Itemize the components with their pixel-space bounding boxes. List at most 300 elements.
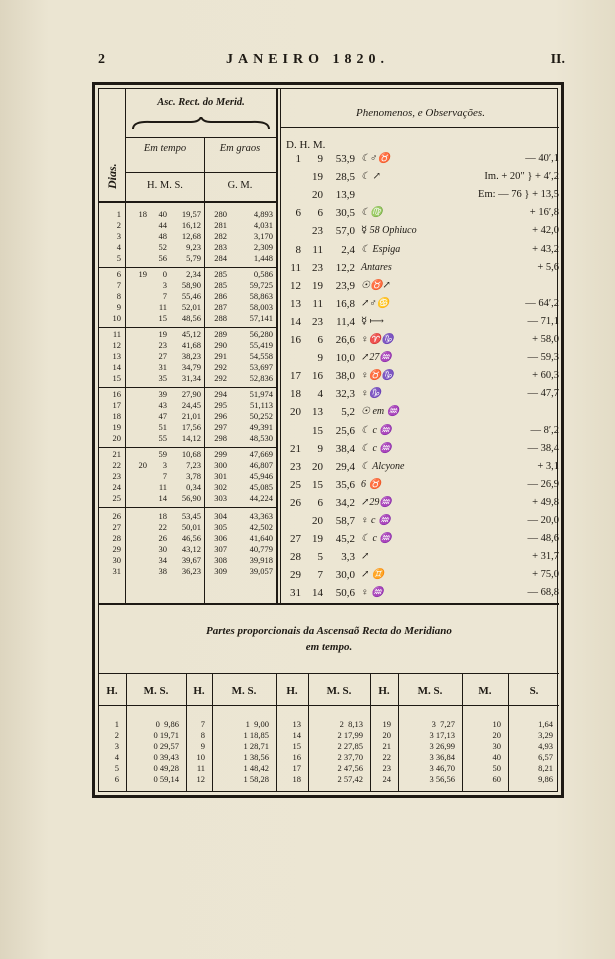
degree-minute-value: 54,558 bbox=[249, 351, 273, 361]
phen-hour: 9 bbox=[317, 352, 323, 365]
phen-day: 8 bbox=[295, 243, 301, 256]
day-number: 30 bbox=[112, 555, 121, 565]
second-value: 52,01 bbox=[181, 302, 201, 312]
phen-symbols: ↗29♒ bbox=[361, 496, 392, 508]
degree-value: 304 bbox=[214, 511, 227, 521]
phen-hour: 20 bbox=[312, 515, 323, 527]
partes-cell: 0 9,86 bbox=[155, 719, 179, 729]
day-number: 9 bbox=[116, 302, 121, 312]
page-header bbox=[0, 52, 615, 74]
degree-minute-value: 2,309 bbox=[253, 242, 273, 252]
phen-day: 12 bbox=[290, 279, 301, 292]
second-value: 55,46 bbox=[181, 291, 201, 301]
partes-cell: 7 bbox=[200, 719, 205, 729]
phen-minute: 25,6 bbox=[335, 424, 355, 437]
phen-hour: 6 bbox=[317, 334, 323, 346]
phen-value: + 43,2 bbox=[532, 243, 559, 255]
phen-hour: 19 bbox=[312, 533, 323, 546]
partes-cell: 8 bbox=[200, 730, 205, 740]
phen-minute: 3,3 bbox=[341, 551, 355, 564]
phen-hour: 19 bbox=[312, 279, 323, 292]
phen-hour: 6 bbox=[317, 496, 323, 509]
phen-symbols: ♀♈♑ bbox=[361, 334, 394, 345]
degree-minute-value: 0,586 bbox=[253, 269, 273, 279]
degree-minute-value: 4,893 bbox=[253, 209, 273, 219]
partes-cell: 1 48,42 bbox=[243, 763, 269, 773]
group-rule bbox=[99, 267, 276, 268]
phen-day: 17 bbox=[290, 370, 301, 383]
second-value: 19,57 bbox=[181, 209, 201, 219]
dias-header bbox=[103, 119, 123, 199]
phen-minute: 30,0 bbox=[335, 569, 355, 582]
phen-value: — 71,1 bbox=[527, 315, 559, 327]
phen-symbols: Antares bbox=[361, 261, 392, 273]
phen-value: — 8′,2 bbox=[530, 424, 559, 436]
degree-minute-value: 51,974 bbox=[249, 389, 273, 399]
partes-title-1: Partes proporcionais da Ascensaõ Recta do Meridiano bbox=[206, 625, 452, 637]
phenomenos-title: Phenomenos, e Observações. bbox=[356, 107, 485, 119]
second-value: 48,56 bbox=[181, 313, 201, 323]
degree-minute-value: 50,252 bbox=[249, 411, 273, 421]
partes-cell: 0 19,71 bbox=[153, 730, 179, 740]
second-value: 24,45 bbox=[181, 400, 201, 410]
minute-value: 18 bbox=[158, 511, 167, 521]
partes-cell: 19 bbox=[382, 719, 391, 729]
partes-cell: 2 37,70 bbox=[337, 752, 363, 762]
second-value: 27,90 bbox=[181, 389, 201, 399]
partes-col-head: H. bbox=[286, 685, 298, 697]
second-value: 58,90 bbox=[181, 280, 201, 290]
second-value: 3,78 bbox=[186, 471, 201, 481]
partes-col-head: M. bbox=[478, 685, 492, 697]
phen-symbols: ♀♉♑ bbox=[361, 370, 394, 382]
minute-value: 3 bbox=[162, 280, 167, 290]
partes-cell: 11 bbox=[196, 763, 205, 773]
phen-symbols: ☉ em ♒ bbox=[361, 406, 400, 418]
partes-cell: 2 47,56 bbox=[337, 763, 363, 773]
degree-value: 290 bbox=[214, 340, 227, 350]
minute-value: 47 bbox=[158, 411, 167, 421]
degree-value: 296 bbox=[214, 411, 227, 421]
degree-minute-value: 58,003 bbox=[249, 302, 273, 312]
phen-hour: 23 bbox=[312, 315, 323, 328]
degree-minute-value: 58,863 bbox=[249, 291, 273, 301]
second-value: 50,01 bbox=[181, 522, 201, 532]
phen-day: 29 bbox=[290, 569, 301, 582]
partes-cell: 3 7,27 bbox=[431, 719, 455, 729]
partes-cell: 50 bbox=[492, 763, 501, 773]
phen-minute: 58,7 bbox=[335, 515, 355, 527]
partes-cell: 3 17,13 bbox=[429, 730, 455, 740]
phen-day: 1 bbox=[295, 153, 301, 165]
degree-value: 307 bbox=[214, 544, 227, 554]
day-number: 6 bbox=[116, 269, 121, 279]
phen-value: — 47,7 bbox=[527, 388, 559, 400]
second-value: 56,90 bbox=[181, 493, 201, 503]
phen-symbols: 6 ♉ bbox=[361, 478, 381, 490]
phen-day: 13 bbox=[290, 297, 301, 310]
phen-minute: 2,4 bbox=[341, 243, 355, 256]
phen-day: 18 bbox=[290, 388, 301, 401]
phen-day: 28 bbox=[290, 551, 301, 564]
degree-minute-value: 57,141 bbox=[249, 313, 273, 323]
phen-minute: 29,4 bbox=[335, 460, 355, 473]
phen-day: 21 bbox=[290, 442, 301, 455]
partes-cell: 1 28,71 bbox=[243, 741, 269, 751]
partes-rule-head bbox=[99, 705, 559, 706]
phen-minute: 13,9 bbox=[335, 189, 355, 202]
group-rule bbox=[99, 387, 276, 388]
degree-value: 308 bbox=[214, 555, 227, 565]
degree-minute-value: 52,836 bbox=[249, 373, 273, 383]
phen-hour: 4 bbox=[317, 388, 323, 401]
partes-col-head: H. bbox=[378, 685, 390, 697]
degree-value: 292 bbox=[214, 373, 227, 383]
partes-cell: 2 bbox=[114, 730, 119, 740]
day-number: 18 bbox=[112, 411, 121, 421]
phen-symbols: ♀ ♒ bbox=[361, 587, 384, 599]
minute-value: 3 bbox=[162, 460, 167, 470]
phen-symbols: ↗27♒ bbox=[361, 352, 392, 364]
degree-value: 291 bbox=[214, 351, 227, 361]
degree-value: 289 bbox=[214, 329, 227, 339]
phen-day: 11 bbox=[290, 261, 301, 274]
phen-day: 31 bbox=[290, 587, 301, 600]
partes-col-head: H. bbox=[193, 685, 205, 697]
day-number: 13 bbox=[112, 351, 121, 361]
partes-cell: 9,86 bbox=[538, 774, 553, 784]
phen-hour: 20 bbox=[312, 189, 323, 202]
phen-minute: 30,5 bbox=[335, 207, 355, 220]
degree-minute-value: 49,391 bbox=[249, 422, 273, 432]
degree-minute-value: 1,448 bbox=[253, 253, 273, 263]
second-value: 39,67 bbox=[181, 555, 201, 565]
second-value: 10,68 bbox=[181, 449, 201, 459]
day-number: 11 bbox=[112, 329, 121, 339]
phen-minute: 34,2 bbox=[335, 496, 355, 509]
phen-day: 14 bbox=[290, 315, 301, 328]
degree-value: 301 bbox=[214, 471, 227, 481]
phen-hour: 15 bbox=[312, 478, 323, 491]
degree-minute-value: 42,502 bbox=[249, 522, 273, 532]
phen-hour: 13 bbox=[312, 406, 323, 419]
minute-value: 0 bbox=[162, 269, 167, 279]
degree-minute-value: 45,946 bbox=[249, 471, 273, 481]
minute-value: 26 bbox=[158, 533, 167, 543]
day-number: 4 bbox=[116, 242, 121, 252]
phen-symbols: ↗ bbox=[361, 551, 370, 563]
degree-value: 298 bbox=[214, 433, 227, 443]
second-value: 31,34 bbox=[181, 373, 201, 383]
partes-rule-top bbox=[99, 673, 559, 674]
minute-value: 59 bbox=[158, 449, 167, 459]
phen-minute: 57,0 bbox=[335, 225, 355, 238]
degree-minute-value: 4,031 bbox=[253, 220, 273, 230]
phen-value: + 16′,8 bbox=[529, 207, 559, 219]
degree-value: 302 bbox=[214, 482, 227, 492]
partes-cell: 1,64 bbox=[538, 719, 553, 729]
degree-value: 284 bbox=[214, 253, 227, 263]
phen-symbols: ↗♂♋ bbox=[361, 297, 390, 309]
day-number: 3 bbox=[116, 231, 121, 241]
partes-cell: 8,21 bbox=[538, 763, 553, 773]
minute-value: 14 bbox=[158, 493, 167, 503]
phen-value: — 40′,1 bbox=[525, 153, 559, 164]
second-value: 2,34 bbox=[186, 269, 201, 279]
degree-value: 297 bbox=[214, 422, 227, 432]
phen-hour: 23 bbox=[312, 225, 323, 238]
table-frame bbox=[92, 82, 564, 798]
partes-cell: 0 59,14 bbox=[153, 774, 179, 784]
phen-day: 26 bbox=[290, 496, 301, 509]
phen-value: — 64′,2 bbox=[525, 297, 559, 309]
minute-value: 39 bbox=[158, 389, 167, 399]
hour-value: 18 bbox=[138, 209, 147, 219]
phen-minute: 45,2 bbox=[335, 533, 355, 546]
phen-symbols: ↗ ♊ bbox=[361, 569, 385, 581]
degree-value: 285 bbox=[214, 280, 227, 290]
phen-value: + 3,1 bbox=[537, 460, 559, 472]
phen-hour: 7 bbox=[317, 569, 323, 582]
day-number: 10 bbox=[112, 313, 121, 323]
minute-value: 30 bbox=[158, 544, 167, 554]
phen-value: — 20,0 bbox=[527, 515, 559, 526]
section-number: II. bbox=[550, 52, 565, 67]
partes-cell: 21 bbox=[382, 741, 391, 751]
partes-col-head: M. S. bbox=[143, 685, 169, 697]
phen-value: — 38,4 bbox=[527, 442, 559, 454]
phen-day: 23 bbox=[290, 460, 301, 473]
partes-cell: 40 bbox=[492, 752, 501, 762]
degree-minute-value: 41,640 bbox=[249, 533, 273, 543]
partes-cell: 22 bbox=[382, 752, 391, 762]
day-number: 7 bbox=[116, 280, 121, 290]
partes-cell: 1 9,00 bbox=[245, 719, 269, 729]
partes-cell: 0 29,57 bbox=[153, 741, 179, 751]
partes-cell: 18 bbox=[292, 774, 301, 784]
phen-value: — 59,3 bbox=[527, 352, 559, 364]
phen-symbols: ♀ c ♒ bbox=[361, 515, 391, 526]
phen-hour: 9 bbox=[317, 442, 323, 455]
hour-value: 20 bbox=[138, 460, 147, 470]
second-value: 21,01 bbox=[181, 411, 201, 421]
day-number: 19 bbox=[112, 422, 121, 432]
sub-header-rule-2 bbox=[126, 172, 276, 173]
minute-value: 43 bbox=[158, 400, 167, 410]
phen-value: + 5,6 bbox=[537, 261, 559, 273]
phen-value: — 68,8 bbox=[527, 587, 559, 599]
partes-cell: 12 bbox=[196, 774, 205, 784]
partes-cell: 20 bbox=[382, 730, 391, 740]
degree-value: 280 bbox=[214, 209, 227, 219]
degree-value: 305 bbox=[214, 522, 227, 532]
hms-label: H. M. S. bbox=[147, 180, 183, 191]
partes-cell: 13 bbox=[292, 719, 301, 729]
partes-cell: 17 bbox=[292, 763, 301, 773]
minute-value: 11 bbox=[158, 302, 167, 312]
day-number: 31 bbox=[112, 566, 121, 576]
partes-cell: 24 bbox=[382, 774, 391, 784]
second-value: 5,79 bbox=[186, 253, 201, 263]
partes-cell: 15 bbox=[292, 741, 301, 751]
second-value: 34,79 bbox=[181, 362, 201, 372]
degree-minute-value: 59,725 bbox=[249, 280, 273, 290]
dhm-label: D. H. M. bbox=[286, 139, 326, 151]
phen-symbols: ☿ ⟼ bbox=[361, 315, 384, 327]
degree-value: 282 bbox=[214, 231, 227, 241]
phen-day: 25 bbox=[290, 478, 301, 491]
degree-minute-value: 51,113 bbox=[249, 400, 273, 410]
group-rule bbox=[99, 327, 276, 328]
partes-cell: 16 bbox=[292, 752, 301, 762]
day-number: 15 bbox=[112, 373, 121, 383]
day-number: 24 bbox=[112, 482, 121, 492]
degree-value: 295 bbox=[214, 400, 227, 410]
minute-value: 48 bbox=[158, 231, 167, 241]
partes-col-head: M. S. bbox=[326, 685, 352, 697]
second-value: 14,12 bbox=[181, 433, 201, 443]
phen-value: + 42,0 bbox=[532, 225, 559, 237]
phen-symbols: ☿ 58 Ophiuco bbox=[361, 225, 417, 237]
degree-minute-value: 39,057 bbox=[249, 566, 273, 576]
dias-divider bbox=[125, 89, 126, 603]
phen-value: + 31,7 bbox=[532, 551, 559, 563]
partes-cell: 0 39,43 bbox=[153, 752, 179, 762]
degree-minute-value: 56,280 bbox=[249, 329, 273, 339]
center-divider-2 bbox=[280, 89, 281, 603]
phen-minute: 11,4 bbox=[336, 315, 355, 328]
group-rule bbox=[99, 447, 276, 448]
partes-title-2: em tempo. bbox=[305, 641, 353, 653]
phen-minute: 16,8 bbox=[335, 297, 355, 310]
phen-hour: 6 bbox=[317, 207, 323, 220]
page-number: 2 bbox=[98, 52, 105, 67]
partes-cell: 5 bbox=[114, 763, 119, 773]
degree-minute-value: 46,807 bbox=[249, 460, 273, 470]
partes-cell: 3,29 bbox=[538, 730, 553, 740]
partes-cell: 1 58,28 bbox=[243, 774, 269, 784]
day-number: 1 bbox=[116, 209, 121, 219]
phen-minute: 26,6 bbox=[335, 334, 355, 346]
minute-value: 7 bbox=[162, 471, 167, 481]
phen-symbols: ☾♍ bbox=[361, 207, 383, 219]
second-value: 36,23 bbox=[181, 566, 201, 576]
day-number: 12 bbox=[112, 340, 121, 350]
phen-hour: 23 bbox=[312, 261, 323, 274]
phen-value: Im. + 20″ } + 4′,2 bbox=[484, 171, 559, 183]
phen-value: Em: — 76 } + 13,5 bbox=[478, 189, 559, 201]
table-inner-border bbox=[98, 88, 558, 792]
second-value: 12,68 bbox=[181, 231, 201, 241]
partes-col-head: S. bbox=[529, 685, 539, 697]
phen-symbols: ☾ c ♒ bbox=[361, 424, 392, 436]
day-number: 22 bbox=[112, 460, 121, 470]
partes-cell: 23 bbox=[382, 763, 391, 773]
minute-value: 52 bbox=[158, 242, 167, 252]
day-number: 2 bbox=[116, 220, 121, 230]
minute-value: 22 bbox=[158, 522, 167, 532]
phen-symbols: ☾♂♉ bbox=[361, 153, 390, 164]
phen-minute: 10,0 bbox=[335, 352, 355, 365]
minute-value: 15 bbox=[158, 313, 167, 323]
degree-minute-value: 53,697 bbox=[249, 362, 273, 372]
day-number: 25 bbox=[112, 493, 121, 503]
degree-minute-value: 47,669 bbox=[249, 449, 273, 459]
partes-cell: 20 bbox=[492, 730, 501, 740]
partes-cell: 4,93 bbox=[538, 741, 553, 751]
partes-cell: 10 bbox=[196, 752, 205, 762]
phen-hour: 11 bbox=[312, 243, 323, 256]
day-number: 20 bbox=[112, 433, 121, 443]
phen-minute: 28,5 bbox=[335, 171, 355, 184]
phen-minute: 23,9 bbox=[335, 279, 355, 292]
phen-minute: 12,2 bbox=[335, 261, 355, 274]
day-number: 28 bbox=[112, 533, 121, 543]
phen-value: — 26,9 bbox=[527, 478, 559, 490]
degree-value: 287 bbox=[214, 302, 227, 312]
phen-symbols: ♀♑ bbox=[361, 388, 381, 400]
minute-value: 55 bbox=[158, 433, 167, 443]
partes-cell: 2 57,42 bbox=[337, 774, 363, 784]
phen-symbols: ☾ c ♒ bbox=[361, 442, 392, 454]
degree-value: 288 bbox=[214, 313, 227, 323]
day-number: 21 bbox=[112, 449, 121, 459]
day-number: 29 bbox=[112, 544, 121, 554]
partes-cell: 2 17,99 bbox=[337, 730, 363, 740]
degree-value: 294 bbox=[214, 389, 227, 399]
phen-minute: 38,4 bbox=[335, 442, 355, 455]
day-number: 8 bbox=[116, 291, 121, 301]
minute-value: 40 bbox=[158, 209, 167, 219]
phen-minute: 53,9 bbox=[335, 153, 355, 165]
hour-value: 19 bbox=[138, 269, 147, 279]
bottom-section-rule bbox=[99, 603, 559, 605]
phen-day: 6 bbox=[295, 207, 301, 220]
second-value: 7,23 bbox=[186, 460, 201, 470]
second-value: 38,23 bbox=[181, 351, 201, 361]
group-rule bbox=[99, 507, 276, 508]
degree-minute-value: 40,779 bbox=[249, 544, 273, 554]
partes-cell: 3 56,56 bbox=[429, 774, 455, 784]
minute-value: 11 bbox=[158, 482, 167, 492]
degree-value: 309 bbox=[214, 566, 227, 576]
degree-value: 286 bbox=[214, 291, 227, 301]
phen-symbols: ☾ Espiga bbox=[361, 243, 401, 255]
day-number: 26 bbox=[112, 511, 121, 521]
gm-label: G. M. bbox=[227, 180, 253, 191]
partes-cell: 60 bbox=[492, 774, 501, 784]
minute-value: 34 bbox=[158, 555, 167, 565]
left-header-rule bbox=[99, 201, 276, 203]
second-value: 45,12 bbox=[181, 329, 201, 339]
phen-hour: 15 bbox=[312, 424, 323, 437]
day-number: 5 bbox=[116, 253, 121, 263]
partes-cell: 4 bbox=[114, 752, 119, 762]
degree-minute-value: 43,363 bbox=[249, 511, 273, 521]
degree-value: 281 bbox=[214, 220, 227, 230]
phen-minute: 35,6 bbox=[335, 478, 355, 491]
second-value: 16,12 bbox=[181, 220, 201, 230]
phen-value: + 60,3 bbox=[532, 370, 559, 382]
degree-value: 303 bbox=[214, 493, 227, 503]
partes-cell: 1 18,85 bbox=[243, 730, 269, 740]
phen-minute: 5,2 bbox=[341, 406, 355, 419]
minute-value: 7 bbox=[162, 291, 167, 301]
partes-cell: 2 27,85 bbox=[337, 741, 363, 751]
degree-value: 300 bbox=[214, 460, 227, 470]
minute-value: 19 bbox=[158, 329, 167, 339]
partes-col-head: H. bbox=[106, 685, 118, 697]
